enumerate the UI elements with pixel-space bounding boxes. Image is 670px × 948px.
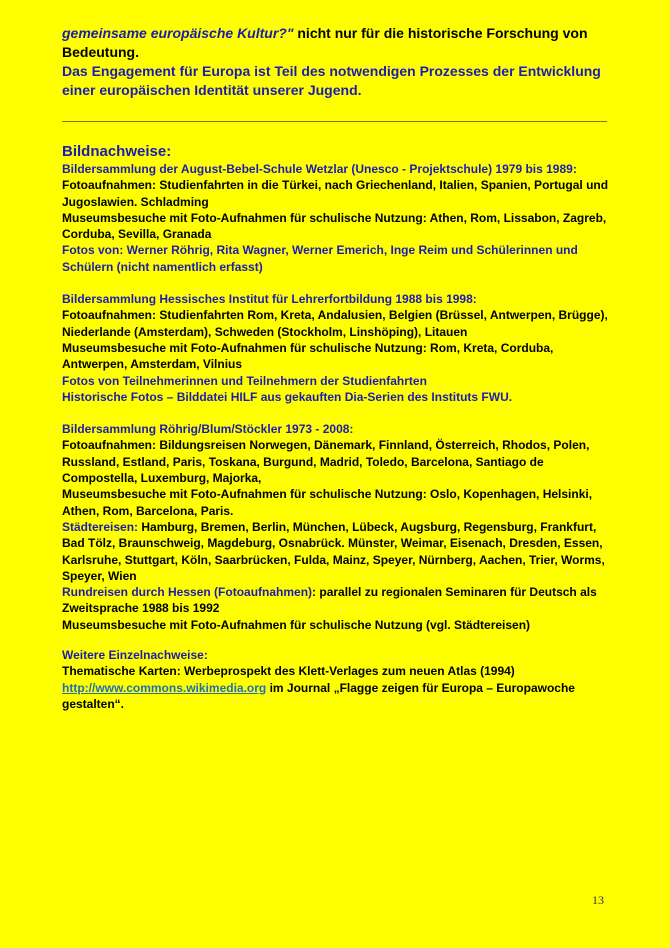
credit-line: Bildersammlung der August-Bebel-Schule Wetzlar (Unesco - Projektschule) 1979 bis 1989: <box>62 162 577 176</box>
further-line2-rest: im Journal „Flagge zeigen für Europa – Europawoche gestalten“. <box>62 680 575 711</box>
further-line2 <box>62 680 614 713</box>
credits-heading: Bildnachweise: <box>62 143 172 160</box>
intro-text <box>62 24 614 100</box>
credit-line: Städtereisen: Hamburg, Bremen, Berlin, München, Lübeck, Augsburg, Regensburg, Frankfurt, Bad Tölz, Braunschweig, Magdeburg, Osnabrück. Münster, Weimar, Eisenach, Dresden, Essen, Karlsruhe, Stuttgart, Köln, Saarbrücken, Fulda, Mainz, Speyer, Nürnberg, Aachen, Trier, Worms, Speyer, Wien <box>62 519 605 583</box>
credit-line: Fotoaufnahmen: Bildungsreisen Norwegen, Dänemark, Finnland, Österreich, Rhodos, Polen, Russland, Estland, Paris, Toskana, Burgund, Madrid, Toledo, Barcelona, Santiago de Compostella, Luxemburg, Majorka, <box>62 438 590 486</box>
credit-line: Museumsbesuche mit Foto-Aufnahmen für schulische Nutzung: Oslo, Kopenhagen, Helsinki, Athen, Rom, Barcelona, Paris. <box>62 487 593 518</box>
wikimedia-link[interactable]: http://www.commons.wikimedia.org <box>62 680 267 695</box>
credit-line: Fotos von: Werner Röhrig, Rita Wagner, Werner Emerich, Inge Reim und Schülerinnen und Schülern (nicht namentlich erfasst) <box>62 243 578 274</box>
further-heading: Weitere Einzelnachweise: <box>62 648 208 663</box>
credit-line: Museumsbesuche mit Foto-Aufnahmen für schulische Nutzung: Rom, Kreta, Corduba, Antwerpen, Amsterdam, Vilnius <box>62 340 554 372</box>
credit-line: Fotoaufnahmen: Studienfahrten Rom, Kreta, Andalusien, Belgien (Brüssel, Antwerpen, Brügge), Niederlande (Amsterdam), Schweden (Stockholm, Linshöping), Litauen <box>62 308 608 339</box>
further-line1: Thematische Karten: Werbeprospekt des Klett-Verlages zum neuen Atlas (1994) <box>62 664 515 679</box>
credit-line: Museumsbesuche mit Foto-Aufnahmen für schulische Nutzung (vgl. Städtereisen) <box>62 617 531 632</box>
credit-line: Rundreisen durch Hessen (Fotoaufnahmen): parallel zu regionalen Seminaren für Deutsch als Zweitsprache 1988 bis 1992 <box>62 585 597 616</box>
page-number: 13 <box>592 893 604 907</box>
credit-line: Fotos von Teilnehmerinnen und Teilnehmern der Studienfahrten <box>62 373 427 388</box>
intro-engagement: Das Engagement für Europa ist Teil des notwendigen Prozesses der Entwicklung einer europäischen Identität unserer Jugend. <box>62 63 601 98</box>
divider <box>62 121 607 122</box>
credit-line: Historische Fotos – Bilddatei HILF aus gekauften Dia-Serien des Instituts FWU. <box>62 389 513 404</box>
credit-line: Museumsbesuche mit Foto-Aufnahmen für schulische Nutzung: Athen, Rom, Lissabon, Zagreb, Corduba, Sevilla, Granada <box>62 210 607 242</box>
credit-sections <box>62 161 614 633</box>
credits <box>62 143 614 712</box>
intro-rest: nicht nur für die historische Forschung von Bedeutung. <box>62 25 588 60</box>
credit-line: Bildersammlung Hessisches Institut für Lehrerfortbildung 1988 bis 1998: <box>62 292 477 307</box>
intro-italic: gemeinsame europäische Kultur?" <box>62 25 294 41</box>
credit-line: Bildersammlung Röhrig/Blum/Stöckler 1973 - 2008: <box>62 422 354 437</box>
credit-line: Fotoaufnahmen: Studienfahrten in die Türkei, nach Griechenland, Italien, Spanien, Portugal und Jugoslawien. Schladming <box>62 178 609 209</box>
